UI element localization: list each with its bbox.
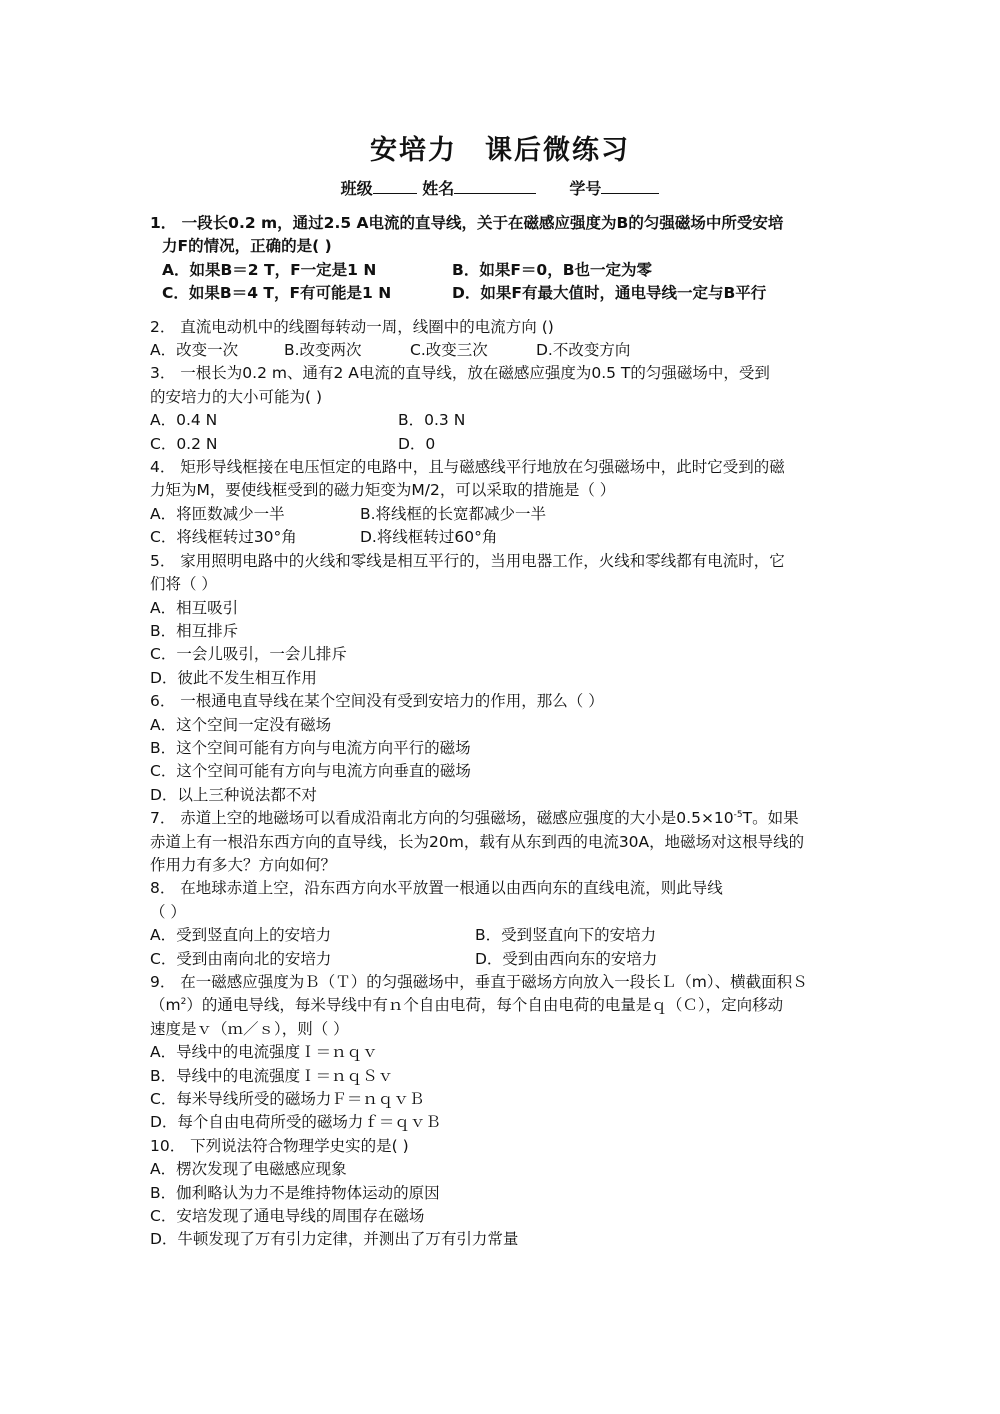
question-2-option-c: C.改变三次 [410, 341, 488, 360]
question-9-option-d: D．每个自由电荷所受的磁场力ｆ＝ｑｖＢ [150, 1113, 441, 1132]
question-3-options-row2 [150, 433, 850, 456]
question-1-options-row1 [150, 259, 850, 282]
question-8-option-d: D．受到由西向东的安培力 [475, 949, 658, 968]
question-5-stem-line1: 5． 家用照明电路中的火线和零线是相互平行的，当用电器工作，火线和零线都有电流时，它 [150, 551, 785, 570]
question-5 [150, 550, 850, 690]
question-7-exponent: -5 [733, 810, 743, 820]
question-9 [150, 971, 850, 1135]
question-8-options-row2 [150, 948, 850, 971]
question-6-option-b: B．这个空间可能有方向与电流方向平行的磁场 [150, 738, 471, 757]
question-3-option-b: B．0.3 N [398, 411, 466, 430]
question-9-stem-line1: 9． 在一磁感应强度为Ｂ（Ｔ）的匀强磁场中，垂直于磁场方向放入一段长Ｌ（m）、横截面积Ｓ [150, 973, 808, 991]
question-6-option-c: C．这个空间可能有方向与电流方向垂直的磁场 [150, 762, 471, 781]
question-4-stem-line1: 4． 矩形导线框接在电压恒定的电路中，且与磁感线平行地放在匀强磁场中，此时它受到的磁 [150, 458, 785, 477]
question-2-option-b: B.改变两次 [284, 341, 362, 360]
question-3-option-a: A．0.4 N [150, 411, 218, 430]
title-part2: 课后微练习 [485, 135, 630, 166]
question-3-option-c: C．0.2 N [150, 434, 218, 453]
question-5-option-b: B．相互排斥 [150, 621, 239, 640]
question-6-option-d: D．以上三种说法都不对 [150, 785, 317, 804]
class-blank[interactable] [373, 179, 417, 194]
question-8-option-c: C．受到由南向北的安培力 [150, 949, 332, 968]
question-1-stem-line1: 1． 一段长0.2 m，通过2.5 A电流的直导线，关于在磁感应强度为B的匀强磁场中所受安培 [150, 214, 784, 232]
questions [150, 212, 850, 1252]
question-1-options-row2 [150, 282, 850, 305]
question-8-stem-line2: （ ） [150, 902, 186, 921]
id-blank[interactable] [601, 179, 659, 194]
question-8-option-b: B．受到竖直向下的安培力 [475, 926, 657, 945]
id-label: 学号 [569, 179, 602, 198]
question-2-stem: 2． 直流电动机中的线圈每转动一周，线圈中的电流方向 () [150, 317, 554, 336]
name-blank[interactable] [454, 179, 536, 194]
question-2 [150, 316, 850, 363]
question-3 [150, 362, 850, 456]
question-4-option-d: D.将线框转过60°角 [360, 528, 498, 547]
title-part1: 安培力 [370, 135, 457, 166]
question-10-stem: 10． 下列说法符合物理学史实的是( ) [150, 1136, 409, 1155]
question-6 [150, 690, 850, 807]
name-label: 姓名 [422, 179, 455, 198]
question-4-options-row1 [150, 503, 850, 526]
question-7-stem-line2: 赤道上有一根沿东西方向的直导线，长为20m，载有从东到西的电流30A，地磁场对这根导线的 [150, 832, 805, 851]
question-10-option-a: A．楞次发现了电磁感应现象 [150, 1160, 347, 1179]
question-9-option-a: A．导线中的电流强度Ｉ＝ｎｑｖ [150, 1043, 378, 1062]
question-10-option-d: D．牛顿发现了万有引力定律，并测出了万有引力常量 [150, 1230, 519, 1249]
question-2-option-d: D.不改变方向 [536, 341, 631, 360]
question-9-stem-text: ）的通电导线，每米导线中有ｎ个自由电荷，每个自由电荷的电量是ｑ（Ｃ），定向移动 [186, 996, 784, 1015]
question-4 [150, 456, 850, 550]
question-4-option-a: A．将匝数减少一半 [150, 504, 285, 523]
question-7-stem-unit: T。如果 [742, 809, 799, 828]
question-9-option-c: C．每米导线所受的磁场力Ｆ＝ｎｑｖＢ [150, 1090, 425, 1109]
question-5-stem-line2: 们将（ ） [150, 575, 217, 594]
question-4-options-row2 [150, 526, 850, 549]
question-8-option-a: A．受到竖直向上的安培力 [150, 926, 332, 945]
question-8-options-row1 [150, 924, 850, 947]
question-7-stem-text: 7． 赤道上空的地磁场可以看成沿南北方向的匀强磁场，磁感应强度的大小是0.5×10 [150, 809, 734, 828]
question-10-option-c: C．安培发现了通电导线的周围存在磁场 [150, 1207, 425, 1226]
question-2-options [150, 339, 850, 362]
question-9-stem-unit: （m [150, 996, 181, 1015]
question-1-stem-line2: 力F的情况，正确的是( ) [162, 237, 332, 256]
question-8-stem-line1: 8． 在地球赤道上空，沿东西方向水平放置一根通以由西向东的直线电流，则此导线 [150, 879, 723, 898]
question-9-exponent: 2 [180, 997, 187, 1008]
question-5-option-a: A．相互吸引 [150, 598, 239, 617]
question-5-option-c: C．一会儿吸引，一会儿排斥 [150, 645, 347, 664]
question-1-option-c: C．如果B＝4 T，F有可能是1 N [162, 284, 392, 303]
question-3-option-d: D．0 [398, 434, 436, 453]
question-1-option-a: A．如果B＝2 T，F一定是1 N [162, 260, 377, 279]
question-7-stem-line3: 作用力有多大？方向如何？ [150, 855, 337, 874]
page-title [0, 128, 1000, 167]
question-9-stem-line2 [150, 994, 850, 1017]
class-label: 班级 [340, 179, 373, 198]
question-7-stem-line1 [150, 807, 850, 830]
question-10-option-b: B．伽利略认为力不是维持物体运动的原因 [150, 1183, 440, 1202]
question-4-option-b: B.将线框的长宽都减少一半 [360, 504, 547, 523]
question-7 [150, 807, 850, 877]
question-10 [150, 1135, 850, 1252]
question-2-option-a: A．改变一次 [150, 341, 239, 360]
question-8 [150, 877, 850, 971]
student-info-line [0, 176, 1000, 199]
question-9-option-b: B．导线中的电流强度Ｉ＝ｎｑＳｖ [150, 1066, 394, 1085]
question-1-option-d: D．如果F有最大值时，通电导线一定与B平行 [452, 284, 767, 303]
question-1-option-b: B．如果F＝0，B也一定为零 [452, 260, 653, 279]
question-9-stem-line3: 速度是ｖ（ｍ／ｓ），则（ ） [150, 1019, 349, 1038]
question-5-option-d: D．彼此不发生相互作用 [150, 668, 317, 687]
question-3-stem-line1: 3． 一根长为0.2 m、通有2 A电流的直导线，放在磁感应强度为0.5 T的匀强磁场中，受到 [150, 364, 770, 383]
question-6-stem: 6． 一根通电直导线在某个空间没有受到安培力的作用，那么（ ） [150, 692, 604, 711]
question-3-options-row1 [150, 409, 850, 432]
question-4-stem-line2: 力矩为M，要使线框受到的磁力矩变为M/2，可以采取的措施是（ ） [150, 481, 616, 500]
question-1 [150, 212, 850, 306]
question-6-option-a: A．这个空间一定没有磁场 [150, 715, 332, 734]
question-3-stem-line2: 的安培力的大小可能为( ) [150, 387, 323, 406]
question-4-option-c: C．将线框转过30°角 [150, 528, 297, 547]
